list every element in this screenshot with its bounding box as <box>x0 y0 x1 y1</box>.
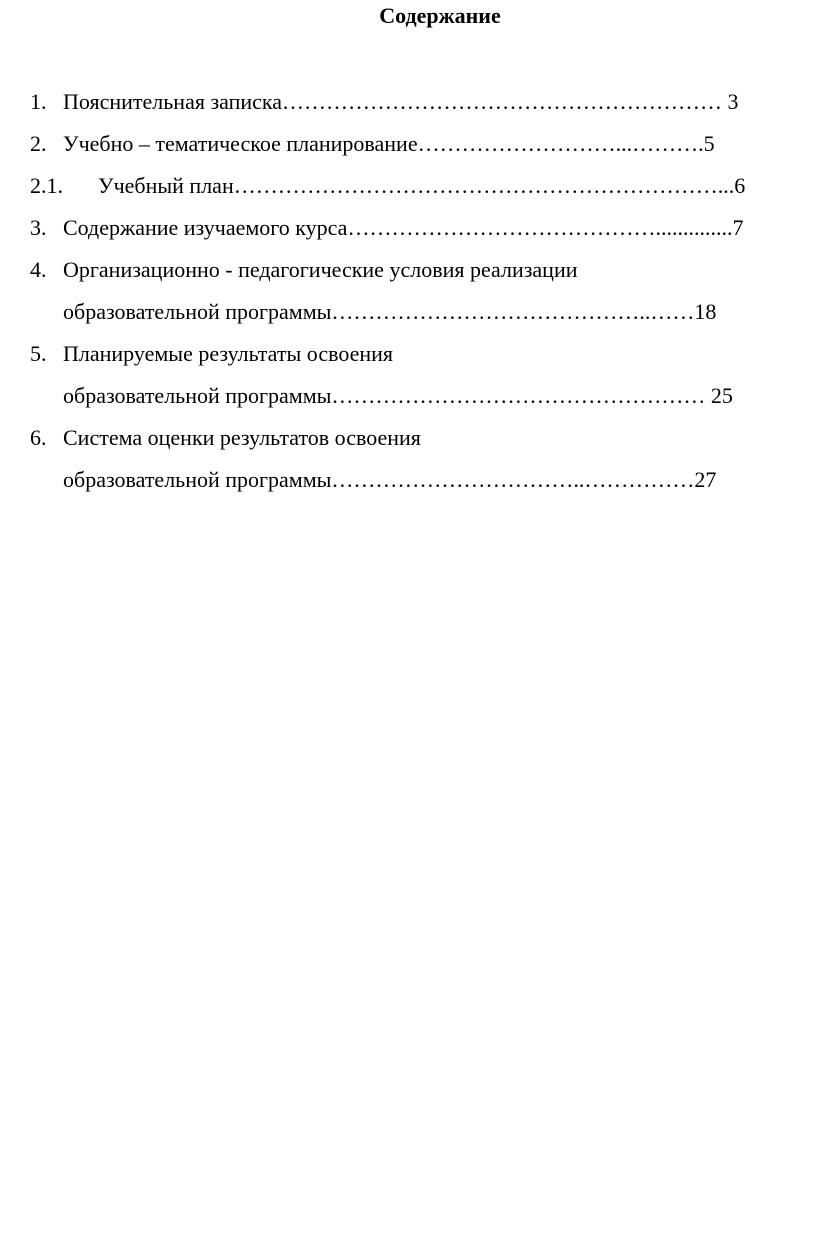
toc-entry-number: 5. <box>30 341 47 366</box>
toc-entry-continuation-text: образовательной программы…………………………………………… 25 <box>63 383 733 408</box>
toc-entry-text: Учебный план…………………………………………………………...6 <box>98 173 746 198</box>
toc-entry-number: 2.1. <box>30 173 63 198</box>
toc-entry-continuation-text: образовательной программы……………………………..……………27 <box>63 467 717 492</box>
page-title: Содержание <box>379 3 501 28</box>
toc-entry-number: 4. <box>30 257 47 282</box>
toc-entry-text: Система оценки результатов освоения <box>63 425 421 450</box>
toc-entry-text: Содержание изучаемого курса……………………………………..............7 <box>63 215 744 240</box>
toc-entry-number: 6. <box>30 425 47 450</box>
toc-entry-text: Учебно – тематическое планирование………………………...……….5 <box>63 131 715 156</box>
toc-entry-number: 3. <box>30 215 47 240</box>
toc-entry-number: 1. <box>30 89 47 114</box>
toc-entry-text: Организационно - педагогические условия реализации <box>63 257 578 282</box>
toc-entry-continuation-text: образовательной программы……………………………………..……18 <box>63 299 717 324</box>
toc-entry-text: Планируемые результаты освоения <box>63 341 394 366</box>
toc-entry-text: Пояснительная записка…………………………………………………… 3 <box>63 89 739 114</box>
toc-entry-number: 2. <box>30 131 47 156</box>
